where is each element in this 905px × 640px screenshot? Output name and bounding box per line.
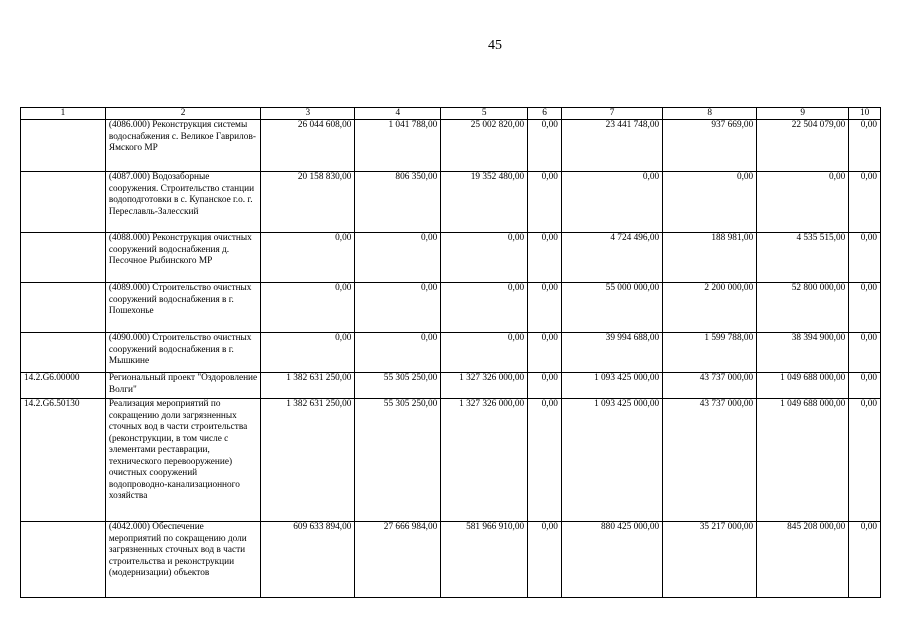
column-header: 5 [441, 108, 528, 120]
row-value: 0,00 [261, 283, 355, 333]
row-value: 1 093 425 000,00 [561, 373, 662, 399]
row-value: 806 350,00 [355, 172, 441, 233]
row-code [21, 120, 106, 172]
row-name: Реализация мероприятий по сокращению доли загрязненных сточных вод в части строительства (реконструкции, в том числе с элементами реставрации, технического перевооружение) очистных сооружений водопроводно-канализационного хозяйства [105, 399, 260, 522]
row-value: 43 737 000,00 [663, 373, 757, 399]
row-value: 1 049 688 000,00 [757, 399, 849, 522]
header-row [21, 108, 881, 120]
row-value: 0,00 [441, 233, 528, 283]
row-value: 0,00 [528, 333, 562, 373]
row-value: 0,00 [849, 399, 881, 522]
row-code: 14.2.G6.00000 [21, 373, 106, 399]
column-header: 7 [561, 108, 662, 120]
row-value: 0,00 [355, 233, 441, 283]
row-value: 22 504 079,00 [757, 120, 849, 172]
row-code [21, 172, 106, 233]
row-value: 1 327 326 000,00 [441, 373, 528, 399]
row-value: 0,00 [757, 172, 849, 233]
row-value: 0,00 [528, 373, 562, 399]
row-code: 14.2.G6.50130 [21, 399, 106, 522]
row-value: 55 305 250,00 [355, 373, 441, 399]
row-value: 1 327 326 000,00 [441, 399, 528, 522]
row-value: 1 382 631 250,00 [261, 399, 355, 522]
row-value: 880 425 000,00 [561, 522, 662, 598]
page-number: 45 [488, 38, 502, 53]
row-value: 1 041 788,00 [355, 120, 441, 172]
row-value: 581 966 910,00 [441, 522, 528, 598]
table-row [21, 120, 881, 172]
table-row [21, 333, 881, 373]
row-value: 0,00 [561, 172, 662, 233]
table-row [21, 233, 881, 283]
row-value: 27 666 984,00 [355, 522, 441, 598]
row-value: 0,00 [849, 120, 881, 172]
row-value: 35 217 000,00 [663, 522, 757, 598]
row-value: 0,00 [528, 522, 562, 598]
row-value: 55 000 000,00 [561, 283, 662, 333]
column-header: 8 [663, 108, 757, 120]
row-name: Региональный проект "Оздоровление Волги" [105, 373, 260, 399]
table-row [21, 399, 881, 522]
row-value: 39 994 688,00 [561, 333, 662, 373]
budget-table [20, 107, 881, 598]
row-code [21, 522, 106, 598]
row-code [21, 283, 106, 333]
column-header: 3 [261, 108, 355, 120]
row-name: (4042.000) Обеспечение мероприятий по сокращению доли загрязненных сточных вод в части строительства и реконструкции (модернизации) объектов [105, 522, 260, 598]
row-value: 0,00 [261, 233, 355, 283]
row-value: 0,00 [849, 333, 881, 373]
row-value: 0,00 [528, 399, 562, 522]
row-value: 1 093 425 000,00 [561, 399, 662, 522]
row-value: 26 044 608,00 [261, 120, 355, 172]
row-value: 4 535 515,00 [757, 233, 849, 283]
row-value: 937 669,00 [663, 120, 757, 172]
column-header: 4 [355, 108, 441, 120]
row-value: 0,00 [528, 120, 562, 172]
row-value: 4 724 496,00 [561, 233, 662, 283]
row-value: 0,00 [849, 373, 881, 399]
row-value: 2 200 000,00 [663, 283, 757, 333]
row-name: (4089.000) Строительство очистных сооружений водоснабжения в г. Пошехонье [105, 283, 260, 333]
row-value: 23 441 748,00 [561, 120, 662, 172]
table-row [21, 172, 881, 233]
row-value: 845 208 000,00 [757, 522, 849, 598]
row-value: 0,00 [355, 333, 441, 373]
row-value: 25 002 820,00 [441, 120, 528, 172]
row-value: 55 305 250,00 [355, 399, 441, 522]
row-value: 19 352 480,00 [441, 172, 528, 233]
row-code [21, 233, 106, 283]
row-value: 38 394 900,00 [757, 333, 849, 373]
row-value: 1 049 688 000,00 [757, 373, 849, 399]
row-value: 0,00 [355, 283, 441, 333]
row-value: 0,00 [663, 172, 757, 233]
row-value: 0,00 [849, 283, 881, 333]
row-value: 1 599 788,00 [663, 333, 757, 373]
row-value: 0,00 [528, 172, 562, 233]
row-code [21, 333, 106, 373]
row-value: 0,00 [441, 333, 528, 373]
column-header: 9 [757, 108, 849, 120]
column-header: 6 [528, 108, 562, 120]
row-name: (4090.000) Строительство очистных сооружений водоснабжения в г. Мышкине [105, 333, 260, 373]
row-name: (4088.000) Реконструкция очистных сооружений водоснабжения д. Песочное Рыбинского МР [105, 233, 260, 283]
column-header: 2 [105, 108, 260, 120]
row-value: 0,00 [528, 283, 562, 333]
row-value: 43 737 000,00 [663, 399, 757, 522]
row-value: 609 633 894,00 [261, 522, 355, 598]
row-value: 0,00 [528, 233, 562, 283]
row-value: 0,00 [849, 172, 881, 233]
row-value: 0,00 [849, 522, 881, 598]
row-name: (4086.000) Реконструкция системы водоснабжения с. Великое Гаврилов-Ямского МР [105, 120, 260, 172]
row-value: 52 800 000,00 [757, 283, 849, 333]
row-value: 188 981,00 [663, 233, 757, 283]
table-row [21, 522, 881, 598]
column-header: 10 [849, 108, 881, 120]
table-row [21, 283, 881, 333]
row-value: 0,00 [441, 283, 528, 333]
row-value: 1 382 631 250,00 [261, 373, 355, 399]
row-value: 0,00 [849, 233, 881, 283]
row-value: 20 158 830,00 [261, 172, 355, 233]
row-name: (4087.000) Водозаборные сооружения. Строительство станции водоподготовки в с. Купанское г.о. г. Переславль-Залесский [105, 172, 260, 233]
table-row [21, 373, 881, 399]
row-value: 0,00 [261, 333, 355, 373]
column-header: 1 [21, 108, 106, 120]
